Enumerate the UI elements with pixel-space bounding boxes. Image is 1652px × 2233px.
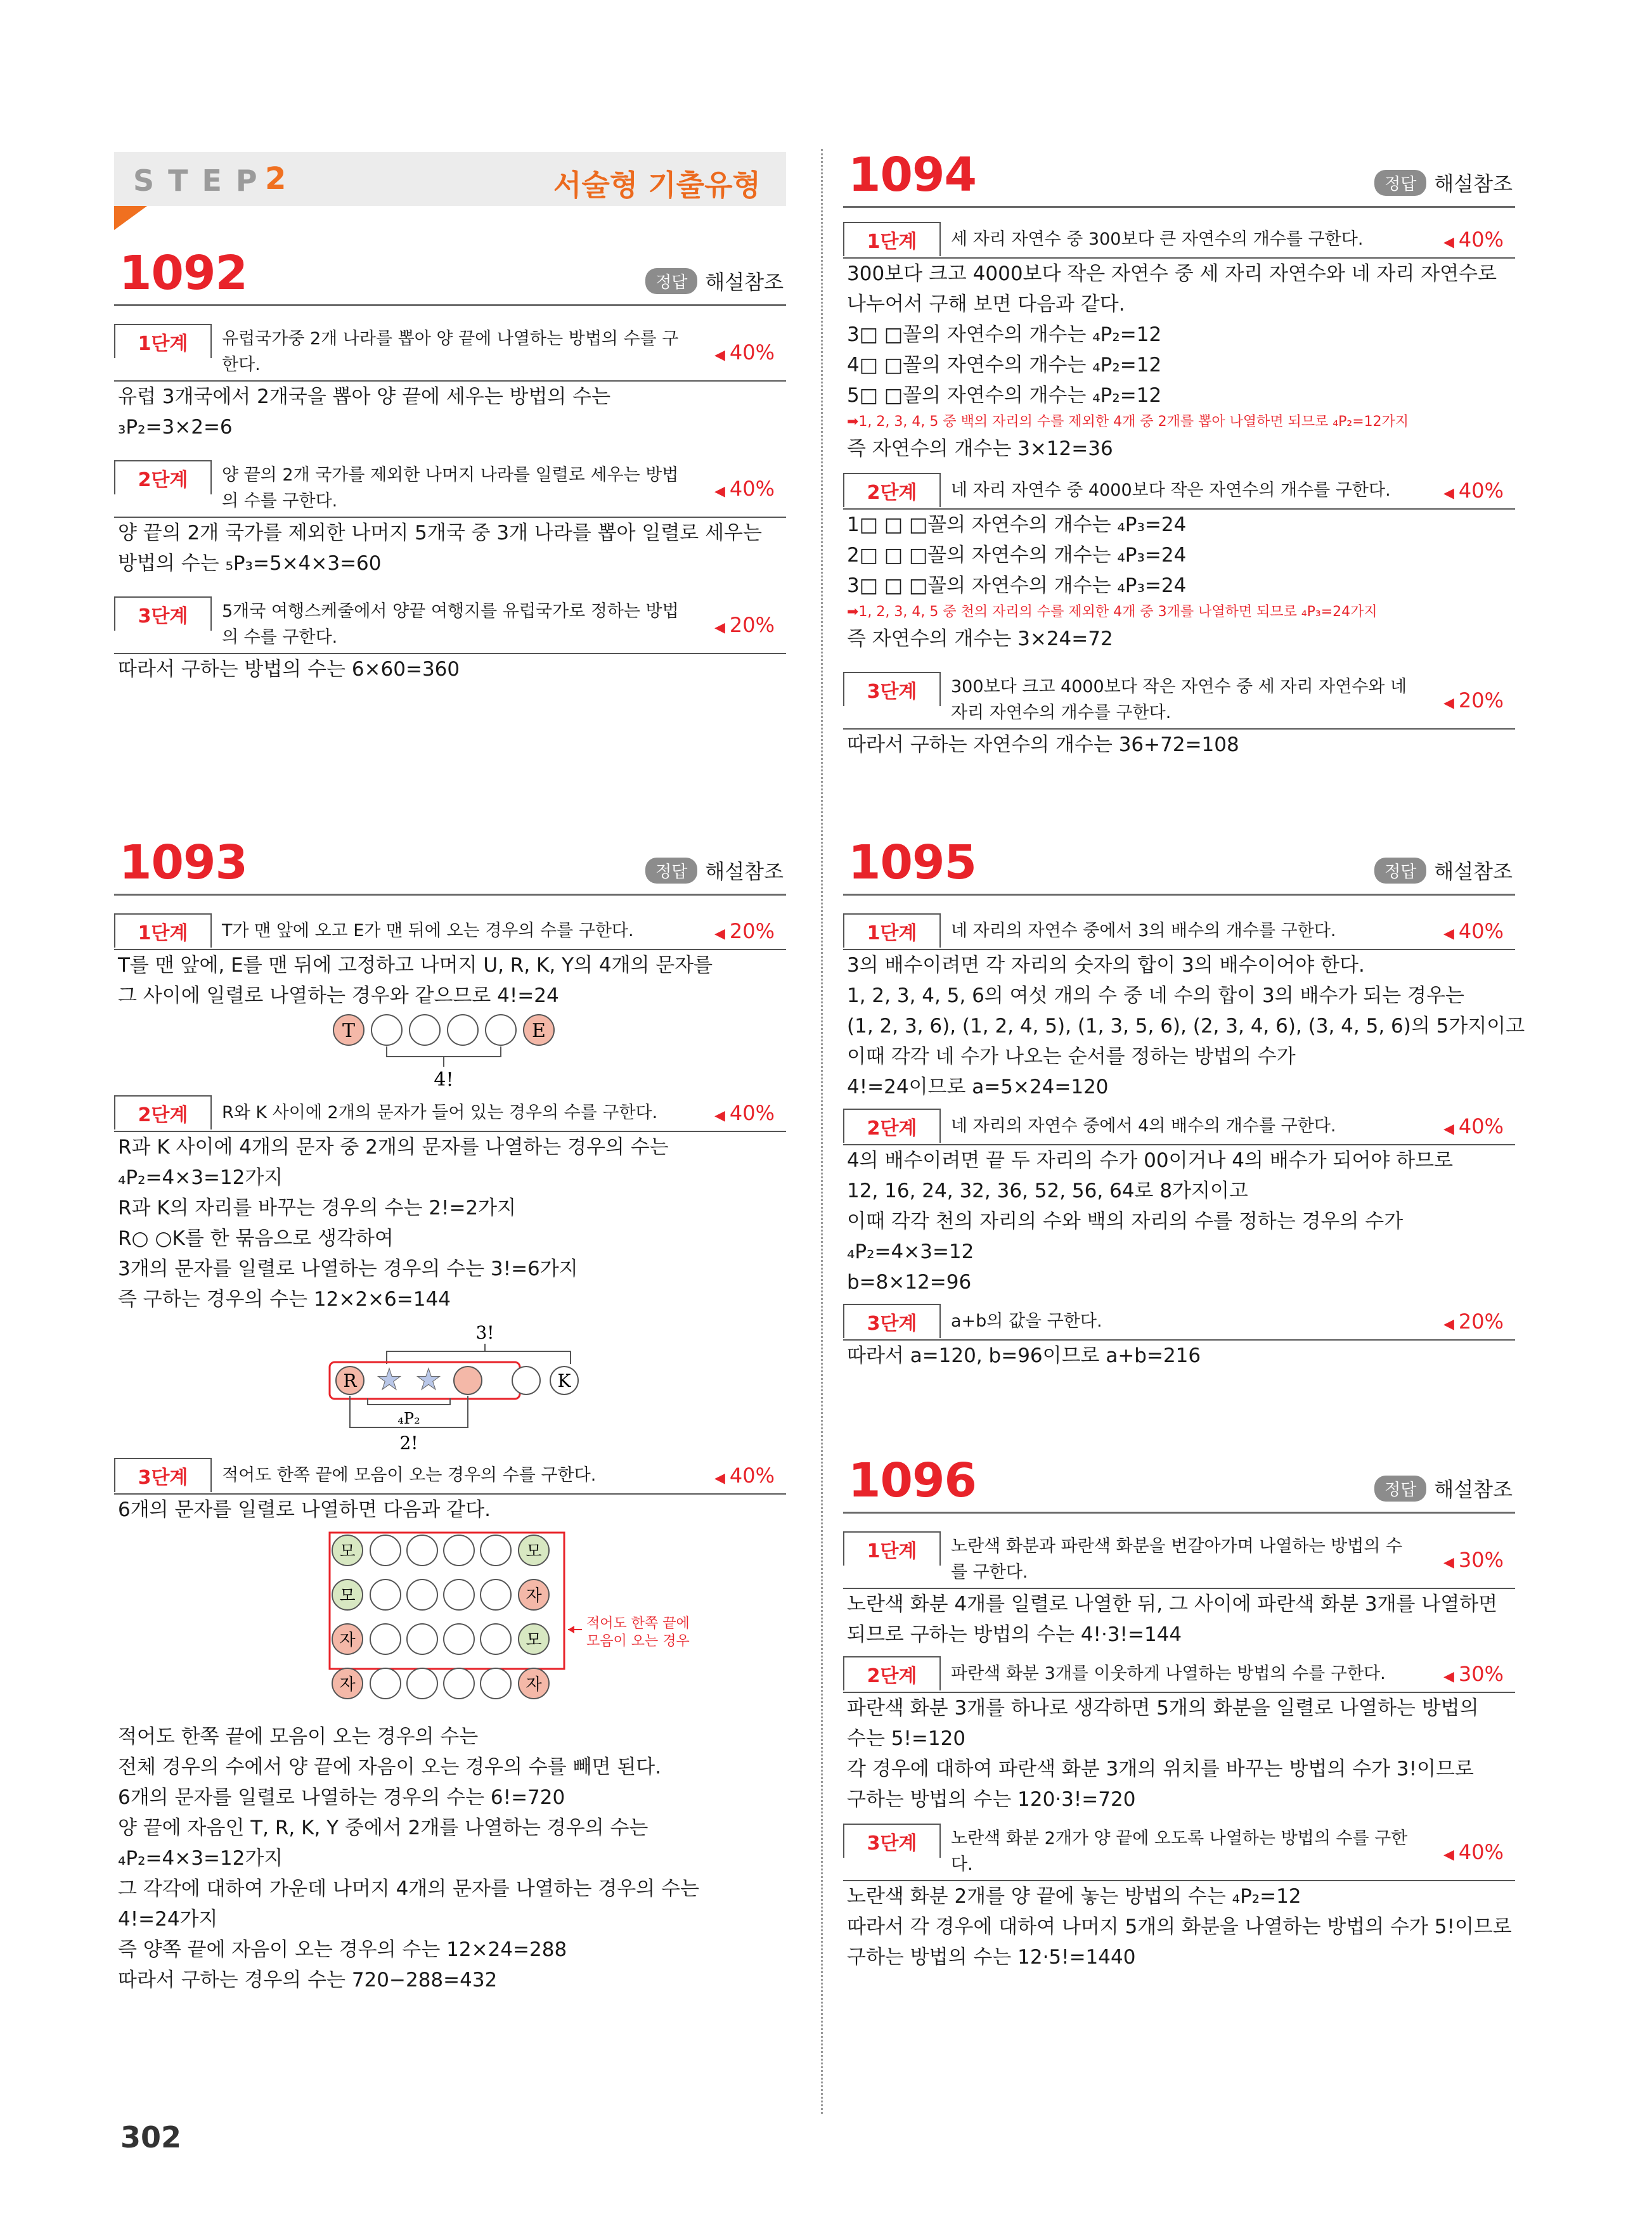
step-corner-triangle xyxy=(114,206,147,230)
stage-label: 2단계 xyxy=(843,1656,941,1690)
step-word: STEP xyxy=(133,164,271,198)
stage-percent: ◀ 20% xyxy=(1421,688,1515,712)
letter-k: K xyxy=(557,1370,571,1391)
empty-circle xyxy=(370,1668,401,1699)
vowel-note-line2: 모음이 오는 경우 xyxy=(586,1633,690,1649)
label-4p2: ₄P₂ xyxy=(397,1410,420,1427)
stage-2 xyxy=(114,1095,786,1132)
answer-ref xyxy=(1374,856,1513,885)
empty-circle xyxy=(481,1668,511,1699)
solution-line: 1□ □ □꼴의 자연수의 개수는 ₄P₃=24 xyxy=(847,513,1187,536)
stage-percent: ◀ 40% xyxy=(692,1101,786,1125)
solution-line: 구하는 방법의 수는 12·5!=1440 xyxy=(847,1946,1136,1969)
stage-3 xyxy=(843,1824,1515,1881)
empty-circle xyxy=(371,1015,402,1045)
answer-badge: 정답 xyxy=(1374,170,1426,196)
answer-badge: 정답 xyxy=(645,858,697,884)
answer-ref xyxy=(1374,1474,1513,1503)
solution-line: 300보다 크고 4000보다 작은 자연수 중 세 자리 자연수와 네 자리 자연수로 xyxy=(847,262,1497,285)
solution-line: 4!=24이므로 a=5×24=120 xyxy=(847,1076,1109,1098)
solution-line: ₃P₂=3×2=6 xyxy=(118,416,233,439)
stage-description: 세 자리 자연수 중 300보다 큰 자연수의 개수를 구한다. xyxy=(951,229,1364,249)
stage-1-result xyxy=(843,434,1515,464)
solution-line: T를 맨 앞에, E를 맨 뒤에 고정하고 나머지 U, R, K, Y의 4개의 문자를 xyxy=(118,954,713,977)
stage-description: 네 자리 자연수 중 4000보다 작은 자연수의 개수를 구한다. xyxy=(951,480,1391,500)
stage-description: T가 맨 앞에 오고 E가 맨 뒤에 오는 경우의 수를 구한다. xyxy=(222,920,634,941)
column-divider xyxy=(821,149,823,2114)
solution-line: 5□ □꼴의 자연수의 개수는 ₄P₂=12 xyxy=(847,384,1162,407)
solution-line: 그 사이에 일렬로 나열하는 경우와 같으므로 4!=24 xyxy=(118,984,559,1007)
diagram-vowel-grid xyxy=(114,1525,786,1721)
bracket xyxy=(387,1046,501,1067)
stage-percent: ◀ 40% xyxy=(692,477,786,501)
stage-2-result xyxy=(843,624,1515,654)
solution-line: 되므로 구하는 방법의 수는 4!·3!=144 xyxy=(847,1623,1182,1646)
stage-3-body xyxy=(843,730,1515,760)
empty-circle xyxy=(481,1580,511,1610)
solution-line: 4의 배수이려면 끝 두 자리의 수가 00이거나 4의 배수가 되어야 하므로 xyxy=(847,1149,1454,1172)
solution-line: 따라서 구하는 경우의 수는 720−288=432 xyxy=(118,1969,498,1992)
solution-line: 유럽 3개국에서 2개국을 뽑아 양 끝에 세우는 방법의 수는 xyxy=(118,385,611,408)
stage-3 xyxy=(114,1458,786,1495)
solution-line: 3□ □꼴의 자연수의 개수는 ₄P₂=12 xyxy=(847,323,1162,346)
stage-description: a+b의 값을 구한다. xyxy=(951,1311,1102,1331)
empty-circle xyxy=(407,1668,437,1699)
letter-label: 모 xyxy=(526,1631,542,1650)
empty-circle xyxy=(370,1624,401,1654)
diagram-t-e-svg xyxy=(114,1011,786,1090)
stage-1-body xyxy=(843,1589,1515,1650)
empty-circle xyxy=(481,1535,511,1566)
empty-circle xyxy=(407,1580,437,1610)
stage-label: 3단계 xyxy=(843,1824,941,1858)
top-bracket xyxy=(387,1344,571,1364)
stage-percent: ◀ 20% xyxy=(692,919,786,943)
stage-1 xyxy=(114,913,786,950)
letter-label: 자 xyxy=(526,1675,542,1694)
vowel-note-line1: 적어도 한쪽 끝에 xyxy=(586,1616,690,1631)
stage-label: 3단계 xyxy=(843,1304,941,1338)
stage-1-body xyxy=(843,950,1525,1102)
answer-badge: 정답 xyxy=(1374,858,1426,884)
stage-percent: ◀ 40% xyxy=(1421,919,1515,943)
stage-1 xyxy=(843,222,1515,259)
stage-3-body xyxy=(843,1881,1515,1972)
stage-description: 300보다 크고 4000보다 작은 자연수 중 세 자리 자연수와 네 자리 자연수의 개수를 구한다. xyxy=(951,677,1407,723)
problem-number: 1094 xyxy=(848,148,976,202)
empty-circle xyxy=(481,1624,511,1654)
stage-2-body xyxy=(114,1132,786,1315)
stage-2 xyxy=(843,1109,1515,1145)
solution-line: 구하는 방법의 수는 120·3!=720 xyxy=(847,1788,1136,1811)
stage-2-note: ➡1, 2, 3, 4, 5 중 천의 자리의 수를 제외한 4개 중 3개를 나열하면 되므로 ₄P₃=24가지 xyxy=(847,604,1378,620)
stage-2 xyxy=(843,1656,1515,1693)
solution-line: 3의 배수이려면 각 자리의 숫자의 합이 3의 배수이어야 한다. xyxy=(847,954,1365,977)
stage-label: 2단계 xyxy=(843,473,941,507)
problem-header xyxy=(843,149,1515,208)
answer-text: 해설참조 xyxy=(705,270,784,294)
solution-line: b=8×12=96 xyxy=(847,1271,972,1294)
solution-line: 4!=24가지 xyxy=(118,1908,218,1931)
solution-line: 6개의 문자를 일렬로 나열하는 경우의 수는 6!=720 xyxy=(118,1786,565,1809)
solution-line: 이때 각각 천의 자리의 수와 백의 자리의 수를 정하는 경우의 수가 xyxy=(847,1210,1404,1233)
solution-line: 3개의 문자를 일렬로 나열하는 경우의 수는 3!=6가지 xyxy=(118,1258,578,1280)
solution-line: 즉 자연수의 개수는 3×24=72 xyxy=(847,627,1113,650)
stage-1-body xyxy=(843,259,1515,411)
answer-ref xyxy=(645,856,784,885)
stage-description: 적어도 한쪽 끝에 모음이 오는 경우의 수를 구한다. xyxy=(222,1465,597,1485)
letter-label: 모 xyxy=(339,1586,356,1606)
solution-line: R○ ○K를 한 묶음으로 생각하여 xyxy=(118,1227,394,1250)
stage-label: 2단계 xyxy=(114,1095,212,1129)
label-2-factorial: 2! xyxy=(399,1432,418,1453)
label-3-factorial: 3! xyxy=(475,1322,494,1343)
letter-r: R xyxy=(343,1370,357,1391)
step-title: 서술형 기출유형 xyxy=(553,168,761,202)
answer-ref xyxy=(1374,168,1513,197)
stage-label: 1단계 xyxy=(114,324,212,358)
stage-percent: ◀ 30% xyxy=(1421,1662,1515,1686)
stage-percent: ◀ 20% xyxy=(1421,1310,1515,1334)
empty-circle xyxy=(370,1535,401,1566)
solution-line: 즉 구하는 경우의 수는 12×2×6=144 xyxy=(118,1288,451,1311)
answer-text: 해설참조 xyxy=(1434,1477,1513,1502)
empty-circle xyxy=(444,1580,474,1610)
stage-2 xyxy=(114,460,786,518)
stage-1-body xyxy=(114,382,786,442)
stage-percent: ◀ 40% xyxy=(1421,1840,1515,1864)
problem-number: 1095 xyxy=(848,835,976,890)
solution-line: 따라서 각 경우에 대하여 나머지 5개의 화분을 나열하는 방법의 수가 5!이므로 xyxy=(847,1915,1512,1938)
stage-description: 노란색 화분과 파란색 화분을 번갈아가며 나열하는 방법의 수를 구한다. xyxy=(951,1536,1403,1582)
solution-line: 따라서 a=120, b=96이므로 a+b=216 xyxy=(847,1344,1201,1367)
step-number: 2 xyxy=(265,161,287,196)
answer-text: 해설참조 xyxy=(705,859,784,884)
solution-line: 즉 양쪽 끝에 자음이 오는 경우의 수는 12×24=288 xyxy=(118,1938,567,1961)
solution-line: 1, 2, 3, 4, 5, 6의 여섯 개의 수 중 네 수의 합이 3의 배수가 되는 경우는 xyxy=(847,984,1464,1007)
answer-badge: 정답 xyxy=(645,268,697,294)
stage-description: 네 자리의 자연수 중에서 4의 배수의 개수를 구한다. xyxy=(951,1116,1336,1136)
problem-header xyxy=(843,837,1515,896)
letter-label: 자 xyxy=(339,1675,356,1694)
stage-label: 3단계 xyxy=(843,672,941,706)
stage-2-body xyxy=(843,1693,1515,1815)
problem-header xyxy=(114,247,786,306)
stage-2-body xyxy=(843,1145,1515,1297)
stage-percent: ◀ 20% xyxy=(692,613,786,637)
step-banner xyxy=(114,152,786,206)
stage-description: 노란색 화분 2개가 양 끝에 오도록 나열하는 방법의 수를 구한다. xyxy=(951,1829,1408,1874)
solution-line: 노란색 화분 4개를 일렬로 나열한 뒤, 그 사이에 파란색 화분 3개를 나열하면 xyxy=(847,1593,1498,1616)
empty-circle xyxy=(448,1015,478,1045)
solution-line: 수는 5!=120 xyxy=(847,1727,966,1750)
stage-description: 파란색 화분 3개를 이웃하게 나열하는 방법의 수를 구한다. xyxy=(951,1663,1386,1683)
solution-line: 적어도 한쪽 끝에 모음이 오는 경우의 수는 xyxy=(118,1725,479,1748)
stage-percent: ◀ 30% xyxy=(1421,1548,1515,1572)
diagram-t-e xyxy=(114,1011,786,1090)
solution-line: 전체 경우의 수에서 양 끝에 자음이 오는 경우의 수를 빼면 된다. xyxy=(118,1756,662,1779)
solution-line: 파란색 화분 3개를 하나로 생각하면 5개의 화분을 일렬로 나열하는 방법의 xyxy=(847,1697,1479,1720)
solution-line: 2□ □ □꼴의 자연수의 개수는 ₄P₃=24 xyxy=(847,544,1187,567)
stage-description: 유럽국가중 2개 나라를 뽑아 양 끝에 나열하는 방법의 수를 구한다. xyxy=(222,329,679,375)
stage-1 xyxy=(843,913,1515,950)
stage-label: 1단계 xyxy=(114,913,212,948)
problem-number: 1096 xyxy=(848,1453,976,1508)
stage-1-note: ➡1, 2, 3, 4, 5 중 백의 자리의 수를 제외한 4개 중 2개를 뽑아 나열하면 되므로 ₄P₂=12가지 xyxy=(847,414,1409,430)
empty-circle xyxy=(407,1535,437,1566)
problem-1092 xyxy=(114,247,786,685)
solution-line: 이때 각각 네 수가 나오는 순서를 정하는 방법의 수가 xyxy=(847,1045,1296,1068)
arrow-head-icon xyxy=(568,1626,574,1633)
problem-1094 xyxy=(843,149,1515,760)
stage-percent: ◀ 40% xyxy=(692,340,786,364)
problem-number: 1093 xyxy=(119,835,247,890)
stage-1 xyxy=(843,1531,1515,1589)
letter-label: 모 xyxy=(339,1542,356,1561)
diagram-r-k-svg xyxy=(114,1315,786,1454)
stage-description: 5개국 여행스케줄에서 양끝 여행지를 유럽국가로 정하는 방법의 수를 구한다. xyxy=(222,602,679,647)
stage-3 xyxy=(843,1304,1515,1341)
problem-1093 xyxy=(114,837,786,1995)
diagram-r-k xyxy=(114,1315,786,1454)
empty-circle xyxy=(512,1367,540,1394)
grid-rows xyxy=(332,1535,549,1699)
solution-line: 방법의 수는 ₅P₃=5×4×3=60 xyxy=(118,552,382,575)
stage-3 xyxy=(114,596,786,654)
answer-badge: 정답 xyxy=(1374,1476,1426,1502)
star-icon: ★ xyxy=(415,1362,442,1396)
solution-line: 나누어서 구해 보면 다음과 같다. xyxy=(847,293,1125,316)
solution-line: ₄P₂=4×3=12가지 xyxy=(118,1166,283,1189)
stage-label: 2단계 xyxy=(843,1109,941,1143)
stage-label: 3단계 xyxy=(114,1458,212,1492)
solution-line: 양 끝에 자음인 T, R, K, Y 중에서 2개를 나열하는 경우의 수는 xyxy=(118,1817,649,1839)
empty-circle xyxy=(407,1624,437,1654)
letter-label: 자 xyxy=(526,1586,542,1606)
solution-line: 노란색 화분 2개를 양 끝에 놓는 방법의 수는 ₄P₂=12 xyxy=(847,1885,1301,1908)
solution-line: 4□ □꼴의 자연수의 개수는 ₄P₂=12 xyxy=(847,354,1162,376)
stage-3-body xyxy=(843,1341,1515,1371)
solution-line: 각 경우에 대하여 파란색 화분 3개의 위치를 바꾸는 방법의 수가 3!이므로 xyxy=(847,1758,1474,1780)
circle-k-slot xyxy=(454,1367,482,1394)
stage-1 xyxy=(114,324,786,382)
stage-2-body xyxy=(843,510,1515,601)
solution-line: ₄P₂=4×3=12 xyxy=(847,1240,974,1263)
solution-line: 따라서 구하는 자연수의 개수는 36+72=108 xyxy=(847,733,1239,756)
solution-line: 그 각각에 대하여 가운데 나머지 4개의 문자를 나열하는 경우의 수는 xyxy=(118,1877,699,1900)
empty-circle xyxy=(410,1015,440,1045)
solution-line: ₄P₂=4×3=12가지 xyxy=(118,1847,283,1870)
empty-circle xyxy=(444,1668,474,1699)
stage-label: 2단계 xyxy=(114,460,212,494)
empty-circle xyxy=(486,1015,516,1045)
stage-percent: ◀ 40% xyxy=(1421,228,1515,252)
stage-3-body-after xyxy=(114,1721,786,1995)
solution-line: R과 K의 자리를 바꾸는 경우의 수는 2!=2가지 xyxy=(118,1197,517,1219)
stage-3-body xyxy=(114,654,786,685)
stage-label: 1단계 xyxy=(843,222,941,256)
letter-label: 자 xyxy=(339,1631,356,1650)
answer-text: 해설참조 xyxy=(1434,172,1513,196)
stage-description: 양 끝의 2개 국가를 제외한 나머지 나라를 일렬로 세우는 방법의 수를 구한다. xyxy=(222,465,679,511)
solution-line: 6개의 문자를 일렬로 나열하면 다음과 같다. xyxy=(118,1498,491,1521)
letter-label: 모 xyxy=(526,1542,542,1561)
stage-label: 1단계 xyxy=(843,913,941,948)
solution-line: 즉 자연수의 개수는 3×12=36 xyxy=(847,437,1113,460)
letter-t: T xyxy=(342,1020,356,1042)
empty-circle xyxy=(444,1535,474,1566)
stage-description: R와 K 사이에 2개의 문자가 들어 있는 경우의 수를 구한다. xyxy=(222,1102,658,1123)
solution-line: (1, 2, 3, 6), (1, 2, 4, 5), (1, 3, 5, 6), (2, 3, 4, 6), (3, 4, 5, 6)의 5가지이고 xyxy=(847,1015,1525,1038)
stage-percent: ◀ 40% xyxy=(1421,1114,1515,1138)
solution-line: 따라서 구하는 방법의 수는 6×60=360 xyxy=(118,658,460,681)
stage-3 xyxy=(843,672,1515,730)
empty-circle xyxy=(370,1580,401,1610)
problem-1095 xyxy=(843,835,1525,1371)
answer-ref xyxy=(645,266,784,295)
stage-3-body xyxy=(114,1495,786,1525)
vowel-grid-svg xyxy=(114,1525,786,1721)
stage-description: 네 자리의 자연수 중에서 3의 배수의 개수를 구한다. xyxy=(951,920,1336,941)
stage-1-body xyxy=(114,950,786,1011)
solution-line: 양 끝의 2개 국가를 제외한 나머지 5개국 중 3개 나라를 뽑아 일렬로 세우는 xyxy=(118,522,762,544)
solution-line: 3□ □ □꼴의 자연수의 개수는 ₄P₃=24 xyxy=(847,574,1187,597)
problem-header xyxy=(843,1455,1515,1514)
stage-2 xyxy=(843,473,1515,510)
stage-percent: ◀ 40% xyxy=(692,1464,786,1488)
star-icon: ★ xyxy=(376,1362,403,1396)
page-number: 302 xyxy=(120,2120,182,2154)
letter-e: E xyxy=(532,1020,546,1042)
stage-label: 1단계 xyxy=(843,1531,941,1566)
problem-1096 xyxy=(843,1455,1515,1972)
solution-line: R과 K 사이에 4개의 문자 중 2개의 문자를 나열하는 경우의 수는 xyxy=(118,1136,669,1159)
problem-header xyxy=(114,837,786,896)
solution-line: 12, 16, 24, 32, 36, 52, 56, 64로 8가지이고 xyxy=(847,1180,1248,1202)
factorial-label: 4! xyxy=(434,1069,454,1090)
answer-text: 해설참조 xyxy=(1434,859,1513,884)
stage-2-body xyxy=(114,518,786,579)
stage-label: 3단계 xyxy=(114,596,212,631)
empty-circle xyxy=(444,1624,474,1654)
problem-number: 1092 xyxy=(119,246,247,300)
stage-percent: ◀ 40% xyxy=(1421,479,1515,503)
